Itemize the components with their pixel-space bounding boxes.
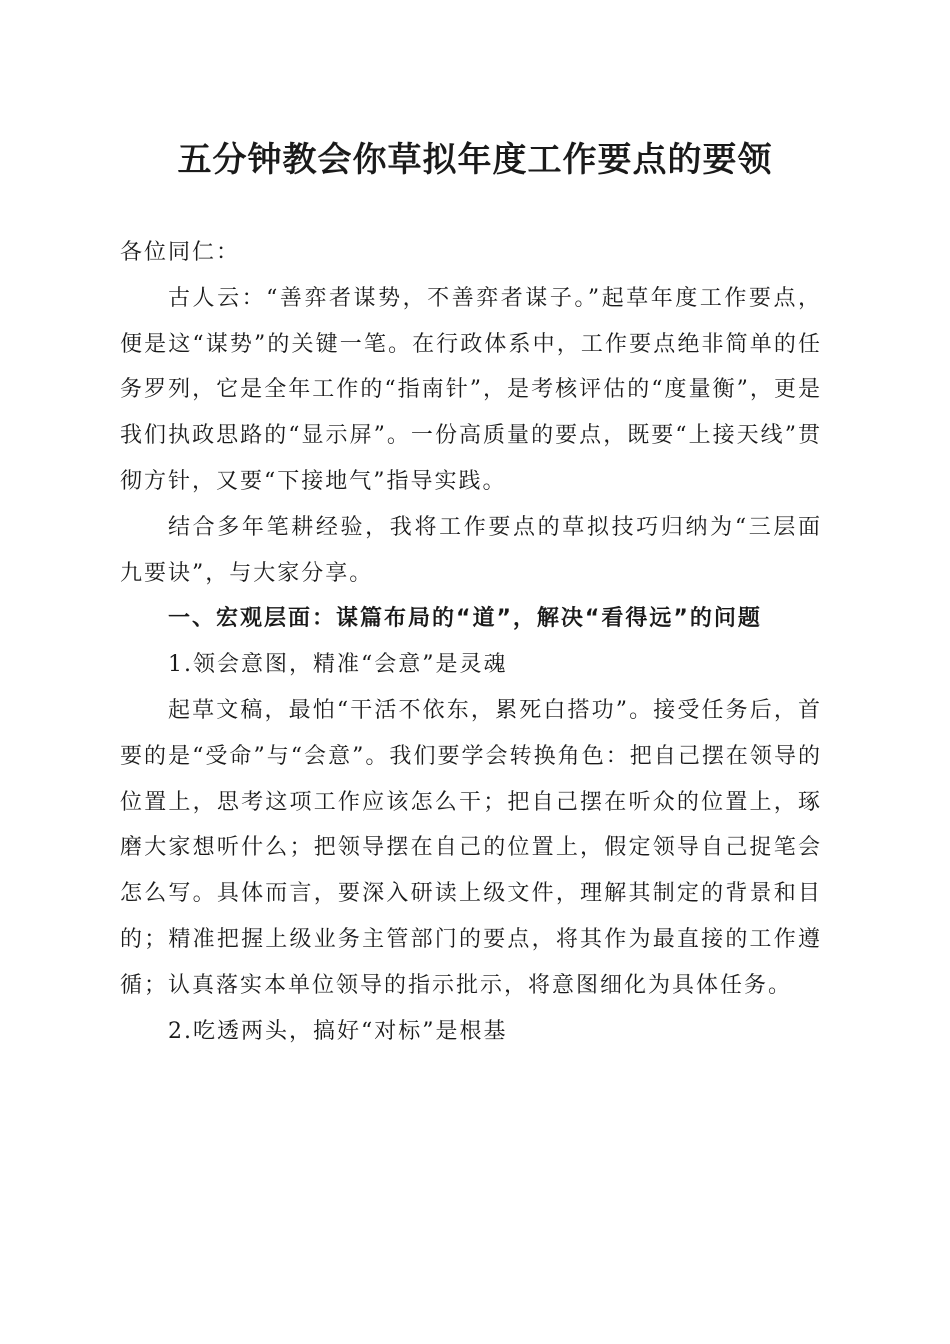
item-title: 2.吃透两头，搞好“对标”是根基 [168, 1018, 508, 1044]
paragraph-summary: 结合多年笔耕经验，我将工作要点的草拟技巧归纳为“三层面九要诀”，与大家分享。 [120, 514, 822, 586]
section-heading: 一、宏观层面：谋篇布局的“道”，解决“看得远”的问题 [168, 606, 762, 632]
document-body [120, 230, 822, 1054]
item-title: 1.领会意图，精准“会意”是灵魂 [168, 652, 508, 678]
paragraph-intro: 古人云：“善弈者谋势，不善弈者谋子。”起草年度工作要点，便是这“谋势”的关键一笔。在行政体系中，工作要点绝非简单的任务罗列，它是全年工作的“指南针”，是考核评估的“度量衡”，更是我们执政思路的“显示屏”。一份高质量的要点，既要“上接天线”贯彻方针，又要“下接地气”指导实践。 [120, 285, 822, 494]
salutation: 各位同仁： [120, 240, 241, 265]
page-title: 五分钟教会你草拟年度工作要点的要领 [177, 140, 773, 180]
paragraph-body: 起草文稿，最怕“干活不依东，累死白搭功”。接受任务后，首要的是“受命”与“会意”。我们要学会转换角色：把自己摆在领导的位置上，思考这项工作应该怎么干；把自己摆在听众的位置上，琢磨大家想听什么；把领导摆在自己的位置上，假定领导自己捉笔会怎么写。具体而言，要深入研读上级文件，理解其制定的背景和目的；精准把握上级业务主管部门的要点，将其作为最直接的工作遵循；认真落实本单位领导的指示批示，将意图细化为具体任务。 [120, 697, 822, 998]
